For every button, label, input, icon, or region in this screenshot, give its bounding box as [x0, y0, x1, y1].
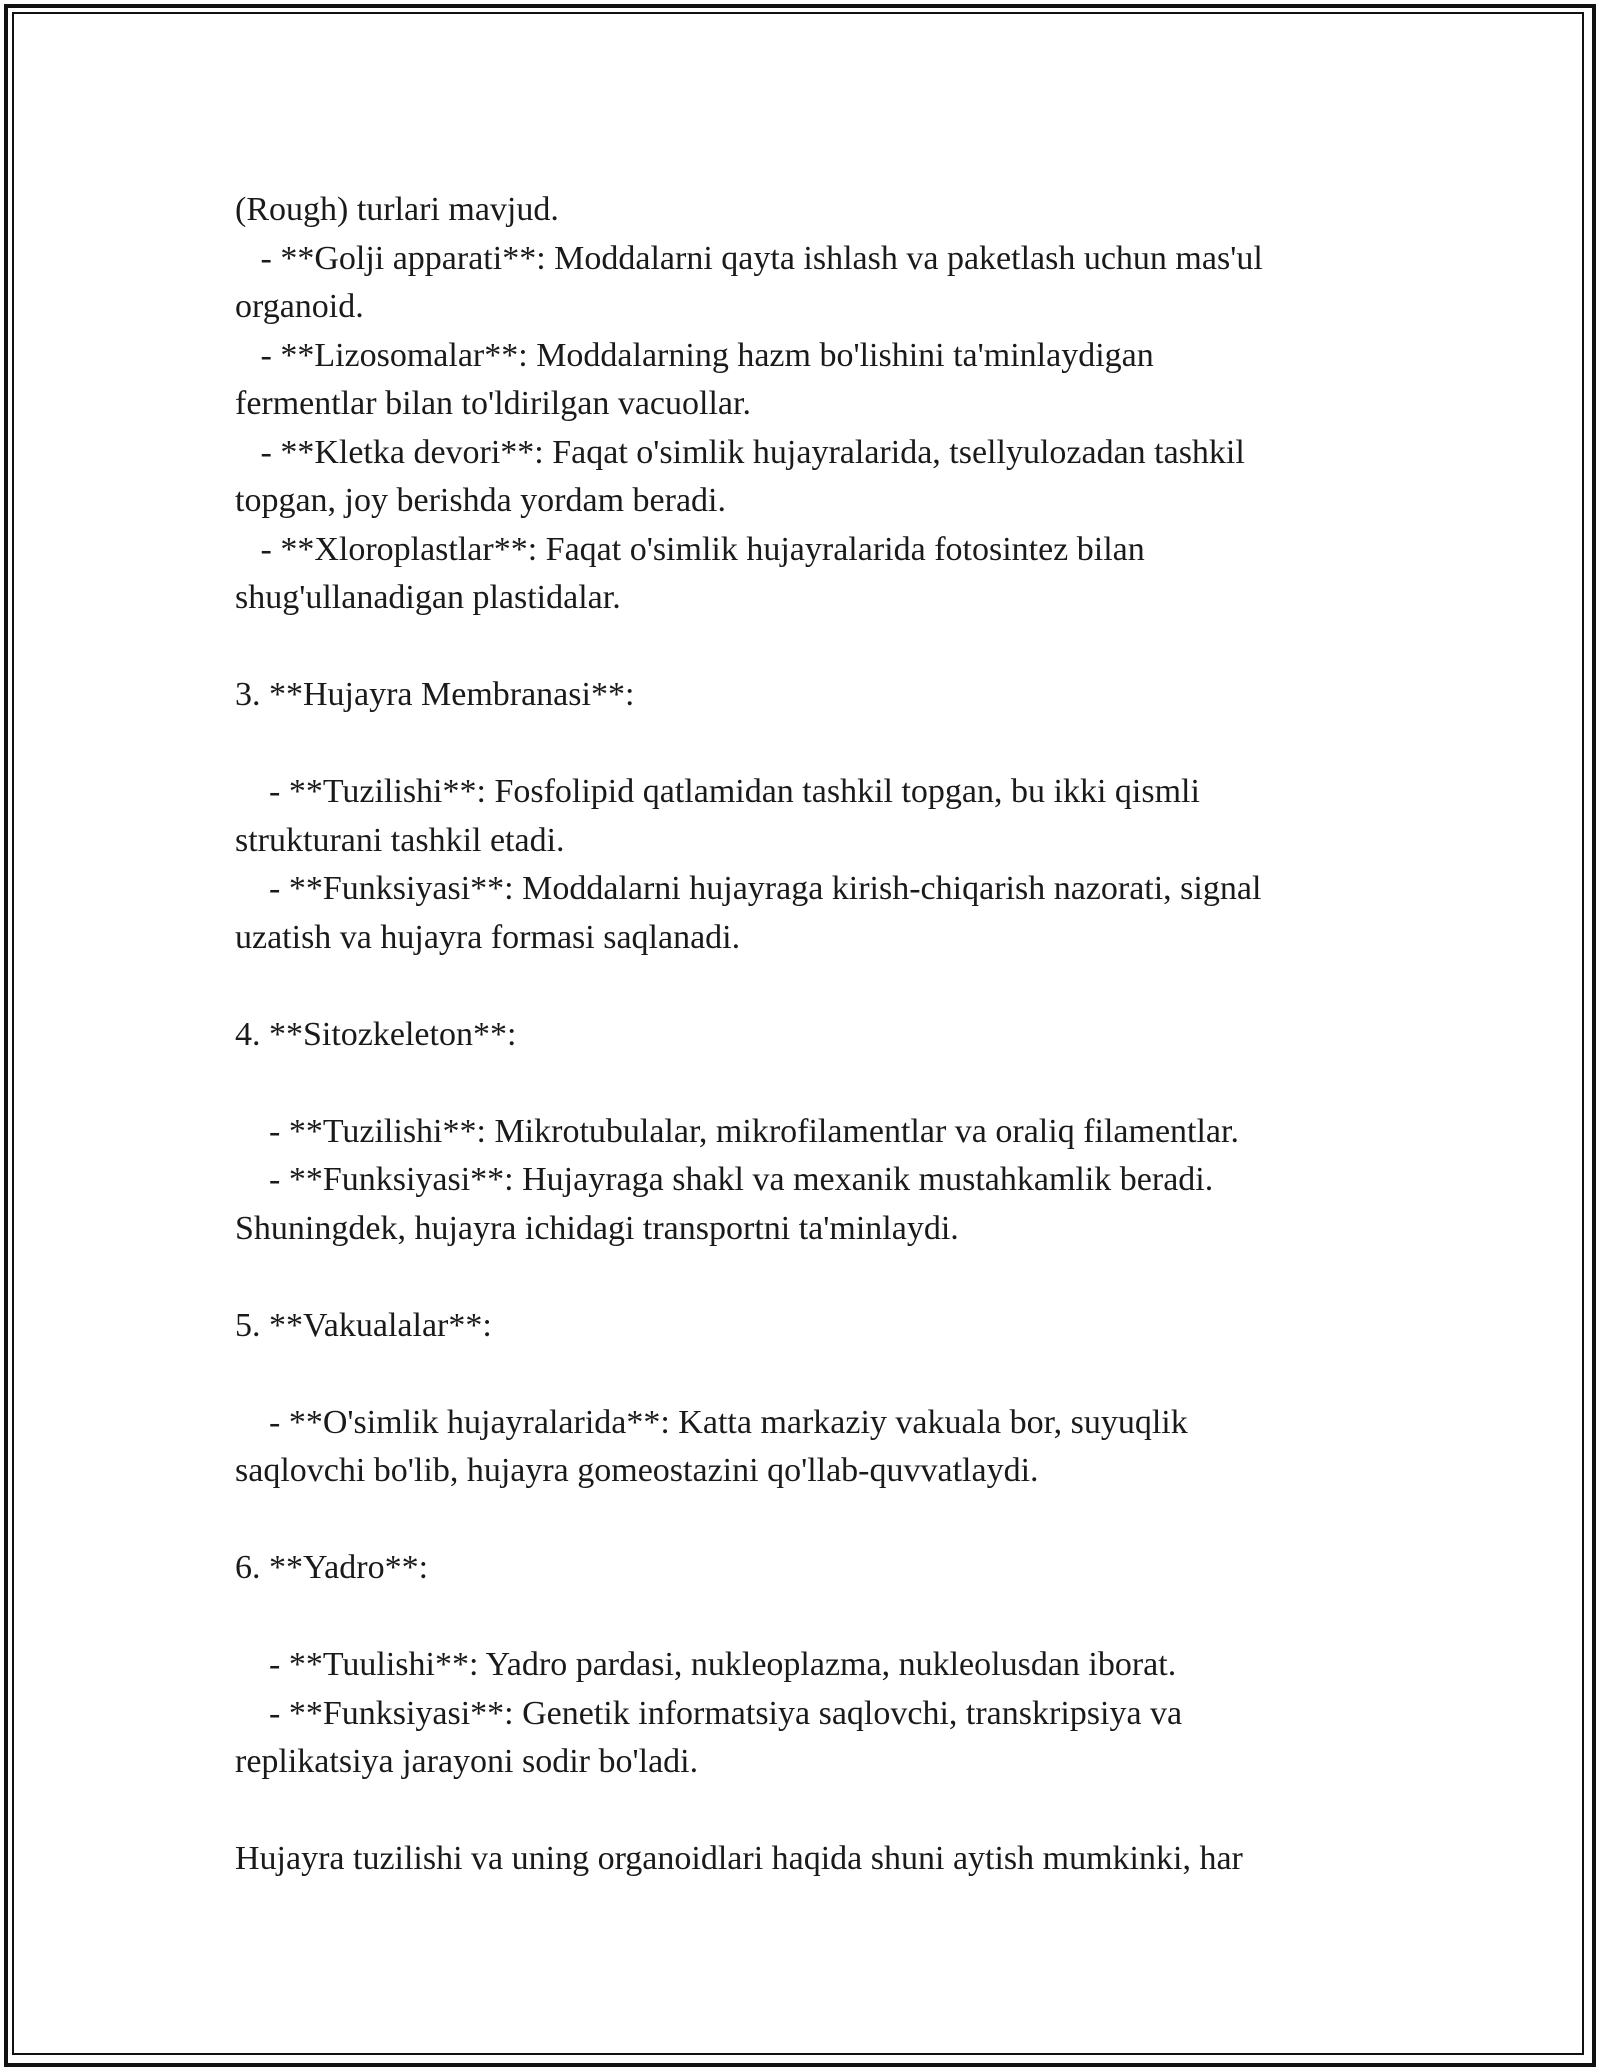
text-line: - **Funksiyasi**: Moddalarni hujayraga kirish-chiqarish nazorati, signal — [235, 870, 1262, 907]
text-line: - **Tuulishi**: Yadro pardasi, nukleoplazma, nukleolusdan iborat. — [235, 1646, 1177, 1683]
text-line: - **Tuzilishi**: Fosfolipid qatlamidan tashkil topgan, bu ikki qismli — [235, 773, 1200, 810]
section-heading: 6. **Yadro**: — [235, 1549, 429, 1586]
blank-line — [235, 1350, 1385, 1399]
blank-line — [235, 1593, 1385, 1642]
text-line: topgan, joy berishda yordam beradi. — [235, 482, 726, 519]
blank-line — [235, 962, 1385, 1011]
section-heading: 3. **Hujayra Membranasi**: — [235, 676, 635, 713]
blank-line — [235, 720, 1385, 769]
text-line: - **Tuzilishi**: Mikrotubulalar, mikrofilamentlar va oraliq filamentlar. — [235, 1112, 1239, 1150]
text-line: uzatish va hujayra formasi saqlanadi. — [235, 918, 741, 956]
text-line: replikatsiya jarayoni sodir bo'ladi. — [235, 1743, 699, 1780]
blank-line — [235, 1787, 1385, 1836]
blank-line — [235, 623, 1385, 672]
section-heading: 5. **Vakualalar**: — [235, 1306, 492, 1344]
text-line: (Rough) turlari mavjud. — [235, 191, 559, 228]
text-line: saqlovchi bo'lib, hujayra gomeostazini qo'llab-quvvatlaydi. — [235, 1452, 1039, 1489]
text-line: - **O'simlik hujayralarida**: Katta markaziy vakuala bor, suyuqlik — [235, 1403, 1188, 1441]
text-line: - **Kletka devori**: Faqat o'simlik hujayralarida, tsellyulozadan tashkil — [235, 433, 1245, 471]
text-line: shug'ullanadigan plastidalar. — [235, 579, 621, 616]
blank-line — [235, 1253, 1385, 1302]
text-line: - **Lizosomalar**: Moddalarning hazm bo'lishini ta'minlaydigan — [235, 336, 1154, 374]
text-line: Shuningdek, hujayra ichidagi transportni ta'minlaydi. — [235, 1209, 959, 1247]
text-line: strukturani tashkil etadi. — [235, 821, 565, 859]
section-heading: 4. **Sitozkeleton**: — [235, 1015, 517, 1053]
text-line: - **Xloroplastlar**: Faqat o'simlik hujayralarida fotosintez bilan — [235, 530, 1145, 568]
text-line: fermentlar bilan to'ldirilgan vacuollar. — [235, 385, 751, 422]
text-line: organoid. — [235, 288, 364, 325]
text-line: - **Funksiyasi**: Genetik informatsiya saqlovchi, transkripsiya va — [235, 1694, 1183, 1732]
blank-line — [235, 1059, 1385, 1108]
document-body — [235, 186, 1385, 1884]
blank-line — [235, 1496, 1385, 1545]
text-line: Hujayra tuzilishi va uning organoidlari haqida shuni aytish mumkinki, har — [235, 1840, 1243, 1877]
text-line: - **Golji apparati**: Moddalarni qayta ishlash va paketlash uchun mas'ul — [235, 239, 1263, 277]
text-line: - **Funksiyasi**: Hujayraga shakl va mexanik mustahkamlik beradi. — [235, 1161, 1214, 1198]
